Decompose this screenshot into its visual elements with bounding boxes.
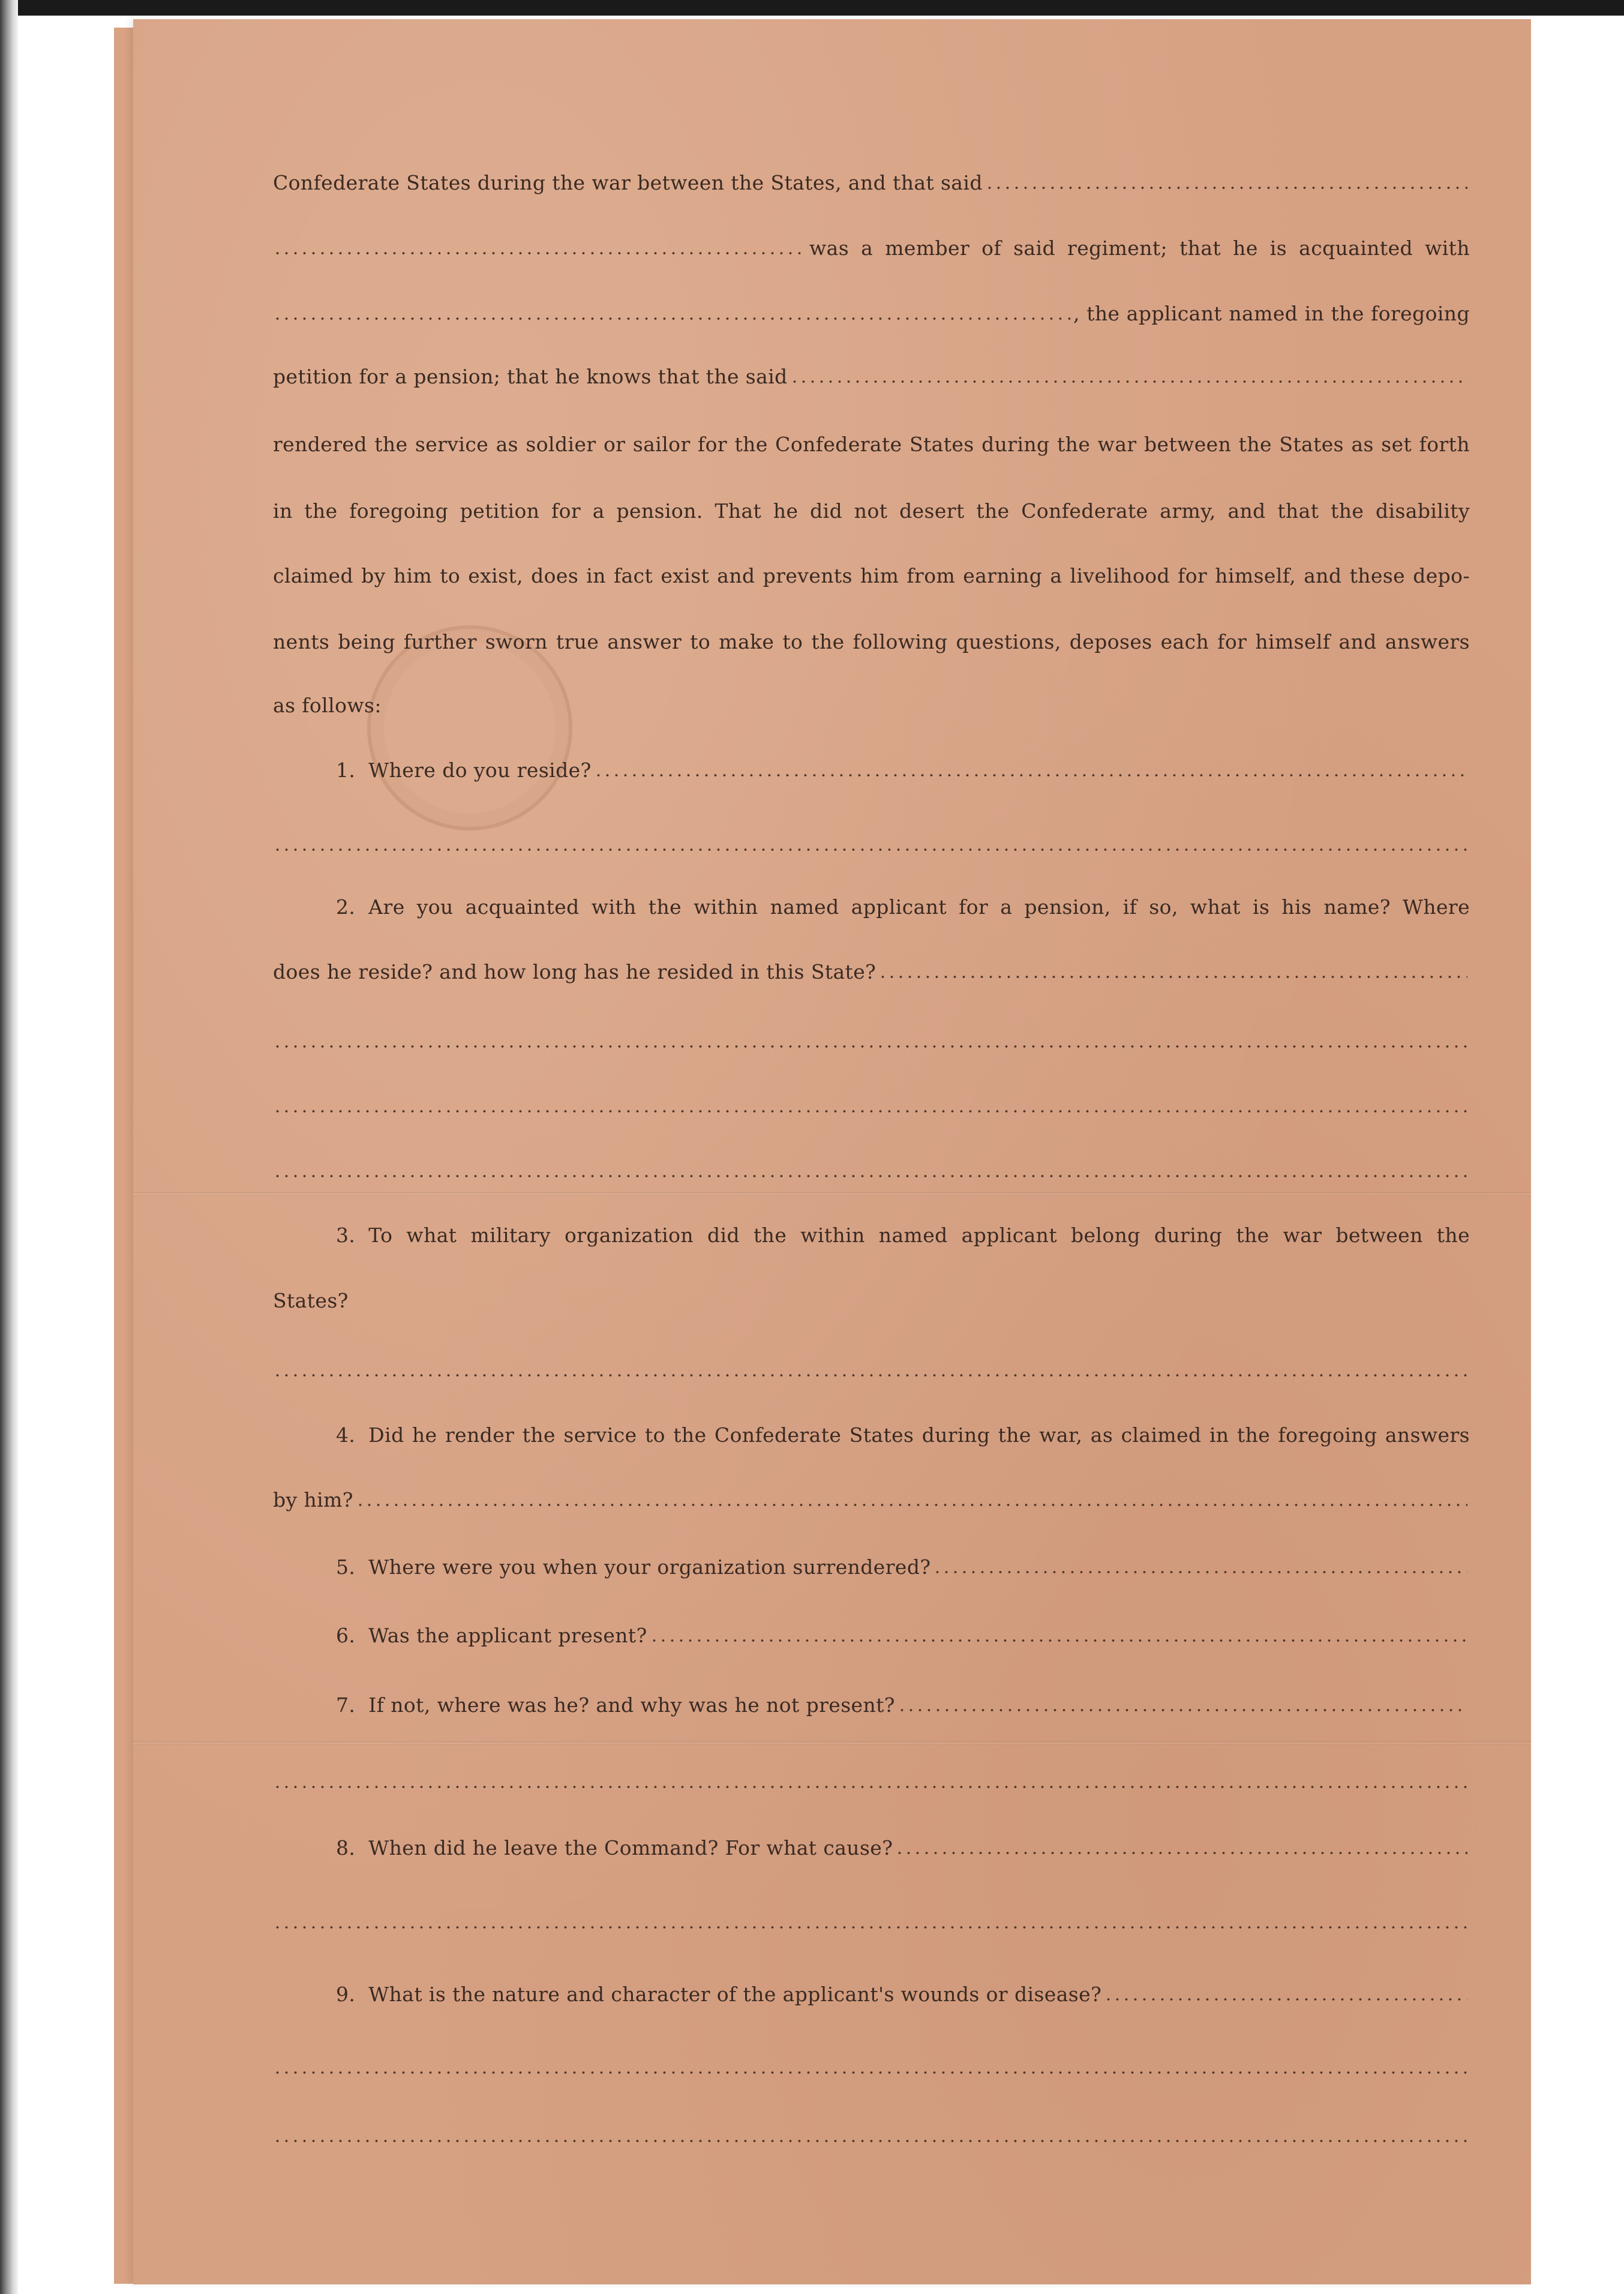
answer-blank[interactable] — [933, 1570, 1467, 1574]
answer-blank[interactable] — [273, 2071, 1470, 2074]
answer-line — [273, 829, 1470, 860]
answer-blank[interactable] — [273, 1045, 1470, 1048]
question-text: Where were you when your organization surrendered? — [368, 1555, 931, 1579]
paragraph-text: in the foregoing petition for a pension. That he did not desert the Confederate army, and that the disability — [273, 499, 1470, 523]
question-6 — [273, 1620, 1470, 1651]
question-3-cont — [273, 1285, 1470, 1317]
blank-soldier-name-cont[interactable] — [273, 251, 807, 255]
question-number: 4. — [336, 1423, 356, 1447]
answer-blank[interactable] — [273, 2139, 1470, 2143]
question-3 — [273, 1220, 1470, 1251]
answer-blank[interactable] — [273, 1374, 1470, 1377]
answer-blank[interactable] — [1104, 1998, 1467, 2001]
paragraph-line-8 — [273, 626, 1470, 658]
question-text: Did he render the service to the Confederate States during the war, as claimed in the foregoing answers — [368, 1423, 1470, 1447]
blank-applicant-name-2[interactable] — [790, 380, 1467, 383]
question-2 — [273, 892, 1470, 923]
answer-blank[interactable] — [878, 975, 1467, 979]
answer-line — [273, 1907, 1470, 1938]
pension-affidavit-page — [133, 19, 1531, 2284]
paragraph-line-6 — [273, 496, 1470, 527]
paper-fold — [133, 1741, 1531, 1745]
paragraph-text: claimed by him to exist, does in fact exist and prevents him from earning a livelihood for himself, and these depo- — [273, 564, 1470, 587]
question-text: Where do you reside? — [368, 758, 592, 782]
blank-soldier-name[interactable] — [985, 186, 1467, 190]
answer-blank[interactable] — [273, 1109, 1470, 1113]
question-5 — [273, 1552, 1470, 1583]
question-1 — [273, 755, 1470, 786]
question-4 — [273, 1420, 1470, 1451]
question-number: 8. — [336, 1836, 356, 1860]
answer-line — [273, 1355, 1470, 1386]
question-text: If not, where was he? and why was he not present? — [368, 1693, 895, 1717]
question-9 — [273, 1979, 1470, 2010]
paragraph-text: was a member of said regiment; that he is acquainted with — [809, 236, 1470, 260]
answer-blank[interactable] — [273, 1785, 1470, 1789]
question-text: does he reside? and how long has he resided in this State? — [273, 960, 876, 983]
answer-line — [273, 1767, 1470, 1798]
paragraph-text: nents being further sworn true answer to make to the following questions, deposes each for himself and answers — [273, 630, 1470, 653]
question-text: Are you acquainted with the within named applicant for a pension, if so, what is his name? Where — [368, 895, 1470, 919]
answer-line — [273, 2121, 1470, 2152]
question-number: 7. — [336, 1693, 356, 1717]
paragraph-line-9 — [273, 690, 1470, 721]
answer-blank[interactable] — [356, 1503, 1467, 1507]
question-number: 3. — [336, 1224, 356, 1247]
answer-blank[interactable] — [273, 1926, 1470, 1929]
answer-blank[interactable] — [594, 773, 1467, 777]
question-2-cont — [273, 956, 1470, 988]
paragraph-line-2 — [273, 233, 1470, 264]
question-number: 9. — [336, 1983, 356, 2006]
paragraph-line-5 — [273, 429, 1470, 460]
scan-top-border — [0, 0, 1624, 16]
paragraph-line-4 — [273, 361, 1470, 392]
answer-line — [273, 1026, 1470, 1057]
question-text: When did he leave the Command? For what cause? — [368, 1836, 893, 1860]
question-text: To what military organization did the within named applicant belong during the war between the — [368, 1224, 1470, 1247]
answer-blank[interactable] — [273, 1174, 1470, 1178]
paragraph-text: petition for a pension; that he knows that the said — [273, 365, 788, 388]
paragraph-text: as follows: — [273, 694, 382, 717]
answer-line — [273, 1091, 1470, 1122]
question-text: What is the nature and character of the applicant's wounds or disease? — [368, 1983, 1102, 2006]
answer-blank[interactable] — [897, 1708, 1467, 1712]
answer-line — [273, 1156, 1470, 1187]
paragraph-text: Confederate States during the war between the States, and that said — [273, 171, 983, 194]
question-text: Was the applicant present? — [368, 1624, 647, 1647]
question-number: 2. — [336, 895, 356, 919]
question-text: by him? — [273, 1488, 353, 1512]
paragraph-line-3 — [273, 298, 1470, 329]
question-number: 5. — [336, 1555, 356, 1579]
answer-blank[interactable] — [650, 1639, 1467, 1642]
paragraph-text: rendered the service as soldier or sailor for the Confederate States during the war between the States as set forth — [273, 433, 1470, 456]
question-4-cont — [273, 1485, 1470, 1516]
question-text: States? — [273, 1289, 349, 1312]
answer-blank[interactable] — [895, 1851, 1467, 1855]
answer-line — [273, 2052, 1470, 2083]
answer-blank[interactable] — [273, 848, 1470, 851]
paragraph-line-7 — [273, 560, 1470, 592]
question-number: 1. — [336, 758, 356, 782]
paragraph-text: , the applicant named in the foregoing — [1073, 302, 1470, 325]
scan-left-border — [0, 0, 18, 2294]
blank-applicant-name[interactable] — [273, 317, 1071, 320]
paper-fold — [133, 1192, 1531, 1196]
question-8 — [273, 1833, 1470, 1864]
question-7 — [273, 1690, 1470, 1721]
paragraph-line-1 — [273, 167, 1470, 199]
question-number: 6. — [336, 1624, 356, 1647]
